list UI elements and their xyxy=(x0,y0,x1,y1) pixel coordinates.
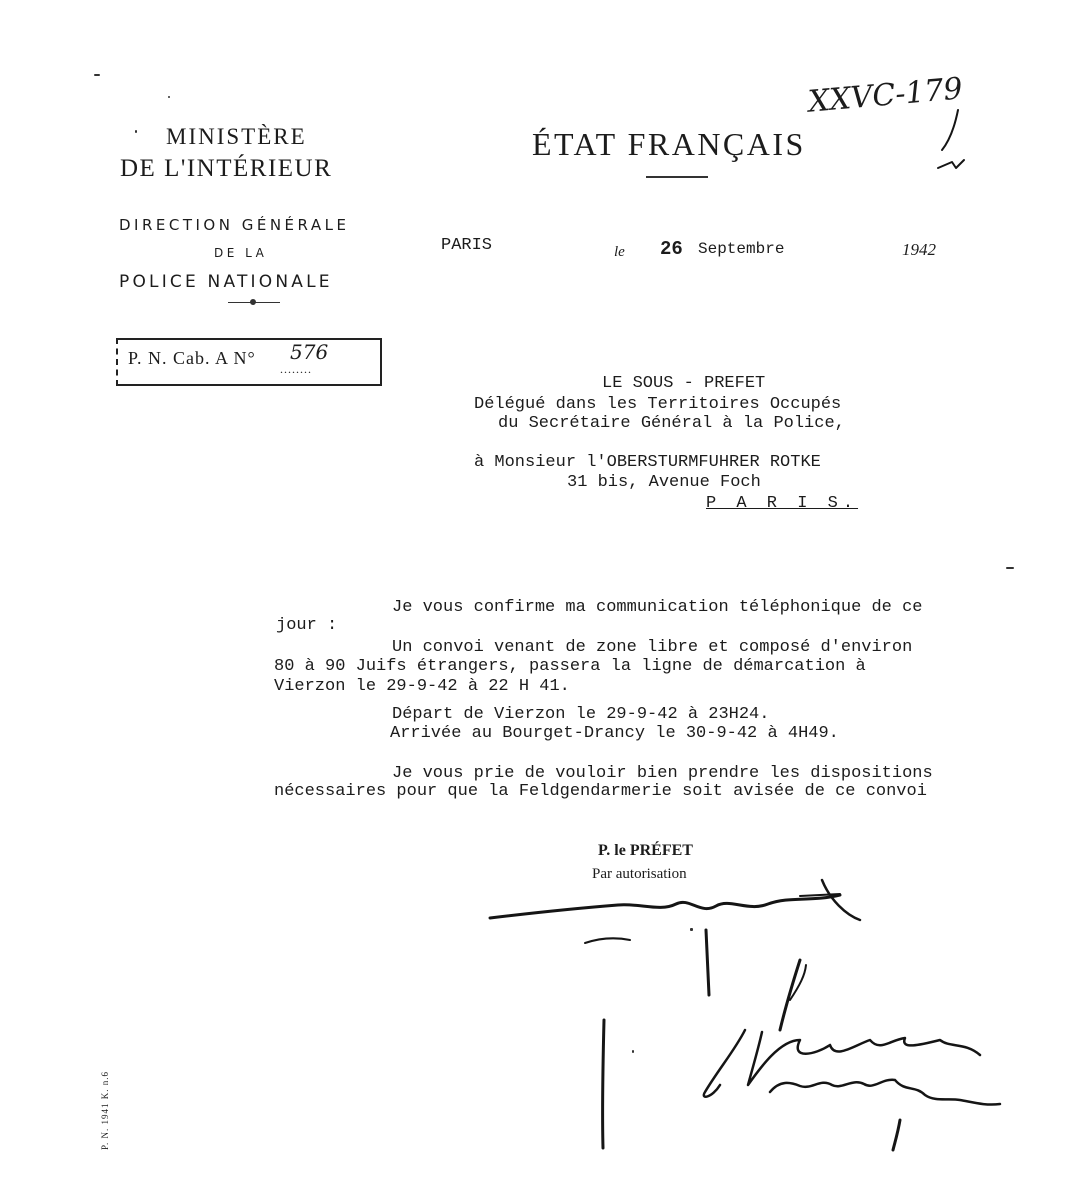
sender-line: du Secrétaire Général à la Police, xyxy=(498,414,845,433)
body-line: Vierzon le 29-9-42 à 22 H 41. xyxy=(274,677,570,696)
signature-authorization: Par autorisation xyxy=(592,866,687,882)
address-line: 31 bis, Avenue Foch xyxy=(567,473,761,492)
de-la-label: DE LA xyxy=(214,246,268,260)
scan-speck xyxy=(690,928,693,931)
addressee: à Monsieur l'OBERSTURMFUHRER ROTKE xyxy=(474,453,821,472)
dateline-le: le xyxy=(614,244,625,260)
reference-label: P. N. Cab. A N° xyxy=(128,348,256,368)
address-city: P A R I S. xyxy=(706,494,859,513)
dateline-day: 26 xyxy=(660,238,683,260)
scan-speck xyxy=(632,1050,634,1053)
sender-title: LE SOUS - PREFET xyxy=(602,374,766,393)
scan-speck xyxy=(1006,567,1014,569)
reference-number: 576 xyxy=(290,340,329,364)
body-line: Je vous confirme ma communication téléphonique de ce xyxy=(392,598,923,617)
signature-title: P. le PRÉFET xyxy=(598,842,693,859)
dateline-month: Septembre xyxy=(698,240,785,258)
body-line: 80 à 90 Juifs étrangers, passera la ligne de démarcation à xyxy=(274,657,866,676)
body-line: Arrivée au Bourget-Drancy le 30-9-42 à 4H49. xyxy=(390,724,839,743)
body-line: jour : xyxy=(276,616,338,635)
body-line: nécessaires pour que la Feldgendarmerie soit avisée de ce convoi xyxy=(274,782,927,801)
reference-dots: ........ xyxy=(280,362,312,376)
side-code: P. N. 1941 K. n.6 xyxy=(100,1070,110,1150)
scan-speck xyxy=(168,96,170,98)
dateline-city: PARIS xyxy=(441,236,493,255)
ministry-subtitle: DE L'INTÉRIEUR xyxy=(120,155,333,182)
sender-line: Délégué dans les Territoires Occupés xyxy=(474,395,842,414)
scan-speck xyxy=(135,130,137,133)
body-line: Je vous prie de vouloir bien prendre les dispositions xyxy=(392,764,933,783)
ministry-title: MINISTÈRE xyxy=(166,124,307,149)
body-line: Un convoi venant de zone libre et composé d'environ xyxy=(392,638,913,657)
scan-speck xyxy=(94,74,100,76)
dateline-year: 1942 xyxy=(902,240,936,259)
archive-code: XXVC-179 xyxy=(806,71,964,120)
direction-label: DIRECTION GÉNÉRALE xyxy=(119,216,350,234)
body-line: Départ de Vierzon le 29-9-42 à 23H24. xyxy=(392,705,770,724)
state-heading: ÉTAT FRANÇAIS xyxy=(532,126,806,162)
police-nationale-label: POLICE NATIONALE xyxy=(119,272,333,292)
